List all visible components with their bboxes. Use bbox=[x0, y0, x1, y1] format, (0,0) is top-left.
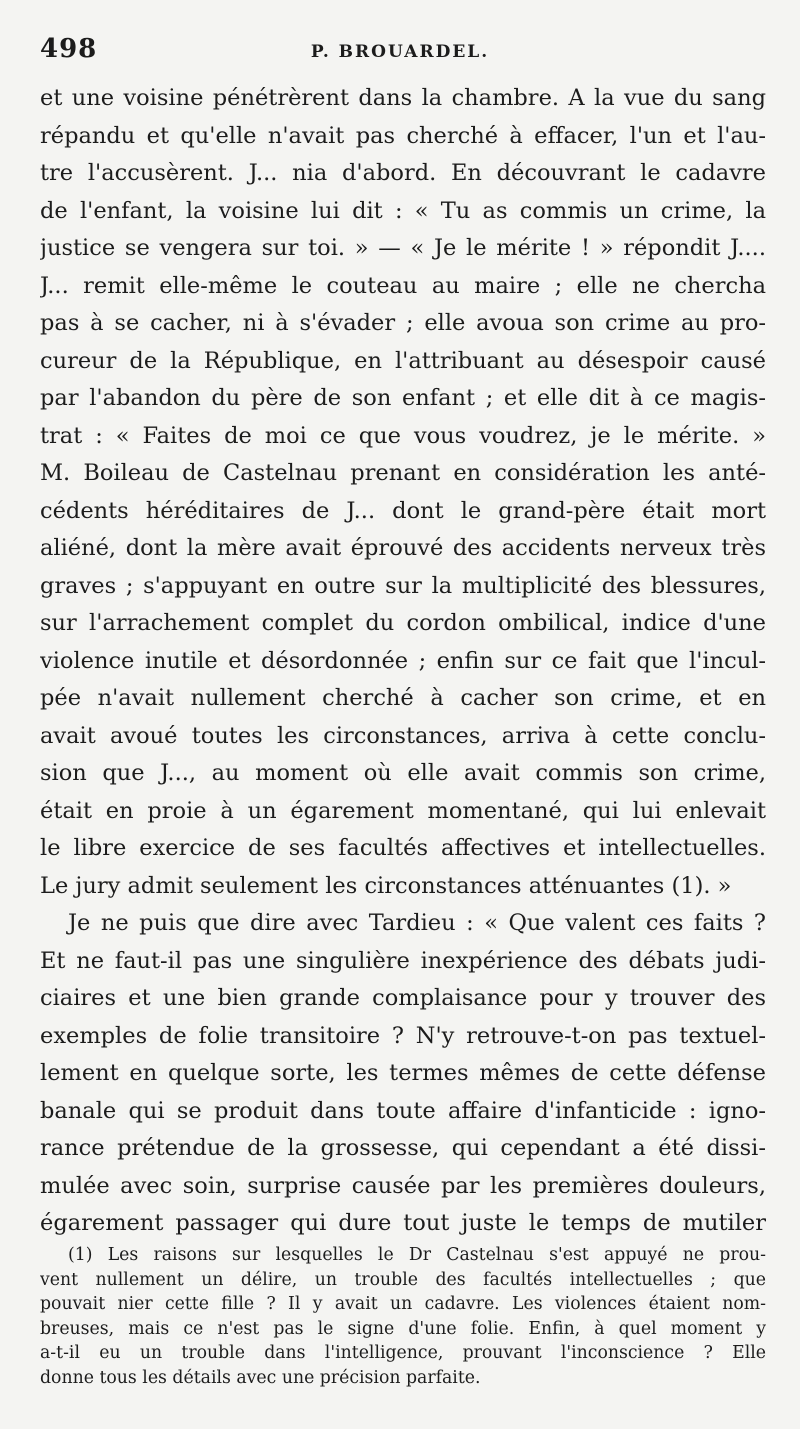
text-line: trat : « Faites de moi ce que vous voudrez, je le mérite. » bbox=[40, 422, 766, 449]
text-line: le libre exercice de ses facultés affectives et intellectuelles. bbox=[40, 835, 766, 861]
footnote-line: vent nullement un délire, un trouble des facultés intellectuelles ; que bbox=[40, 1269, 766, 1290]
text-line: pas à se cacher, ni à s'évader ; elle avoua son crime au pro- bbox=[40, 310, 766, 336]
text-line: cureur de la République, en l'attribuant au désespoir causé bbox=[40, 347, 766, 374]
text-line: exemples de folie transitoire ? N'y retrouve-t-on pas textuel- bbox=[40, 1022, 766, 1049]
text-line: M. Boileau de Castelnau prenant en considération les anté- bbox=[40, 460, 766, 486]
text-line: avait avoué toutes les circonstances, arriva à cette conclu- bbox=[40, 722, 766, 749]
text-line: et une voisine pénétrèrent dans la chambre. A la vue du sang bbox=[40, 85, 766, 111]
text-line: par l'abandon du père de son enfant ; et elle dit à ce magis- bbox=[40, 385, 766, 411]
text-line: mulée avec soin, surprise causée par les premières douleurs, bbox=[40, 1172, 766, 1199]
text-line: ciaires et une bien grande complaisance pour y trouver des bbox=[40, 985, 766, 1011]
page-number: 498 bbox=[40, 34, 98, 64]
text-line: était en proie à un égarement momentané, qui lui enlevait bbox=[40, 797, 766, 824]
text-line: lement en quelque sorte, les termes mêmes de cette défense bbox=[40, 1060, 766, 1086]
footnote-line: a-t-il eu un trouble dans l'intelligence, prouvant l'inconscience ? Elle bbox=[40, 1343, 766, 1363]
footnote-line: donne tous les détails avec une précision parfaite. bbox=[40, 1367, 481, 1388]
text-line: justice se vengera sur toi. » — « Je le mérite ! » répondit J.... bbox=[40, 235, 766, 261]
text-line: de l'enfant, la voisine lui dit : « Tu as commis un crime, la bbox=[40, 197, 766, 224]
text-line: égarement passager qui dure tout juste le temps de mutiler bbox=[40, 1210, 766, 1236]
body-text bbox=[40, 80, 766, 1243]
text-line: banale qui se produit dans toute affaire d'infanticide : igno- bbox=[40, 1097, 766, 1124]
running-head: P. BROUARDEL. bbox=[310, 42, 490, 62]
footnote-line: breuses, mais ce n'est pas le signe d'une folie. Enfin, à quel moment y bbox=[40, 1318, 766, 1339]
text-line: graves ; s'appuyant en outre sur la multiplicité des blessures, bbox=[40, 572, 766, 599]
text-line: répandu et qu'elle n'avait pas cherché à effacer, l'un et l'au- bbox=[40, 122, 766, 149]
text-line: violence inutile et désordonnée ; enfin sur ce fait que l'incul- bbox=[40, 647, 766, 674]
text-line: J... remit elle-même le couteau au maire ; elle ne chercha bbox=[40, 272, 766, 299]
text-line: sur l'arrachement complet du cordon ombilical, indice d'une bbox=[40, 610, 766, 636]
footnote-line: pouvait nier cette fille ? Il y avait un cadavre. Les violences étaient nom- bbox=[40, 1294, 766, 1314]
text-line: pée n'avait nullement cherché à cacher son crime, et en bbox=[40, 685, 766, 711]
text-line: Le jury admit seulement les circonstances atténuantes (1). » bbox=[40, 872, 732, 899]
footnote-line: (1) Les raisons sur lesquelles le Dr Castelnau s'est appuyé ne prou- bbox=[68, 1245, 766, 1265]
text-line: rance prétendue de la grossesse, qui cependant a été dissi- bbox=[40, 1135, 766, 1161]
page-header bbox=[40, 28, 760, 68]
text-line: sion que J..., au moment où elle avait commis son crime, bbox=[40, 760, 766, 786]
text-line: Je ne puis que dire avec Tardieu : « Que valent ces faits ? bbox=[68, 910, 766, 936]
text-line: cédents héréditaires de J... dont le grand-père était mort bbox=[40, 497, 766, 524]
footnote bbox=[40, 1243, 766, 1390]
text-line: tre l'accusèrent. J... nia d'abord. En découvrant le cadavre bbox=[40, 160, 766, 186]
text-line: aliéné, dont la mère avait éprouvé des accidents nerveux très bbox=[40, 535, 766, 561]
text-line: Et ne faut-il pas une singulière inexpérience des débats judi- bbox=[40, 947, 766, 974]
